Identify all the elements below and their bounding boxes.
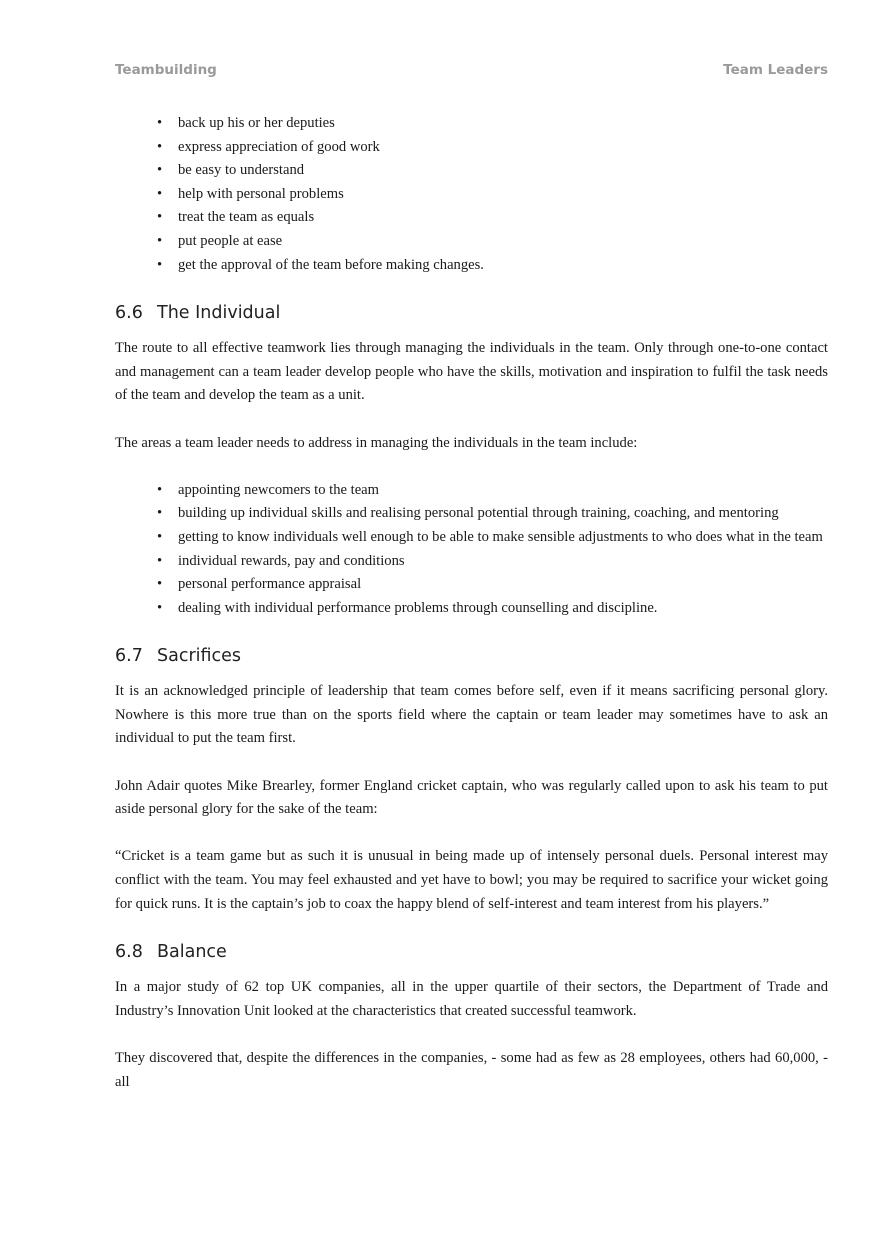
running-header-left: Teambuilding [115, 62, 217, 78]
section-title: Balance [157, 942, 227, 963]
running-header-right: Team Leaders [723, 62, 828, 78]
list-item: • treat the team as equals [178, 206, 828, 230]
list-item: • building up individual skills and realising personal potential through training, coaching, and mentoring [178, 502, 828, 526]
page-body [115, 112, 828, 1094]
individual-areas-list [115, 479, 828, 621]
list-item: • express appreciation of good work [178, 136, 828, 160]
paragraph: The areas a team leader needs to address in managing the individuals in the team include: [115, 434, 638, 451]
section-number: 6.7 [115, 646, 143, 667]
list-item: • be easy to understand [178, 159, 828, 183]
list-item: • help with personal problems [178, 183, 828, 207]
section-number: 6.6 [115, 303, 143, 324]
section-heading-6-8 [115, 940, 828, 964]
list-item: • get the approval of the team before making changes. [178, 254, 828, 278]
section-heading-6-6 [115, 301, 828, 325]
list-item: • personal performance appraisal [178, 573, 828, 597]
paragraph: The route to all effective teamwork lies through managing the individuals in the team. Only through one-to-one contact and management can a team leader develop people who have the skills, motivation and inspiration to fulfil the task needs of the team and develop the team as a unit. [115, 340, 828, 404]
list-item: • individual rewards, pay and conditions [178, 550, 828, 574]
list-item: • dealing with individual performance problems through counselling and discipline. [178, 597, 828, 621]
section-number: 6.8 [115, 942, 143, 963]
quote-paragraph: “Cricket is a team game but as such it is unusual in being made up of intensely personal duels. Personal interest may conflict with the team. You may feel exhausted and yet have to bowl; you may be required to sacrifice your wicket going for quick runs. It is the captain’s job to coax the happy blend of self-interest and team interest from his players.” [115, 848, 828, 912]
leader-qualities-list [115, 112, 828, 277]
paragraph: They discovered that, despite the differences in the companies, - some had as few as 28 employees, others had 60,000, - all [115, 1050, 828, 1090]
list-item: • getting to know individuals well enough to be able to make sensible adjustments to who does what in the team [178, 526, 828, 550]
paragraph: John Adair quotes Mike Brearley, former England cricket captain, who was regularly called upon to ask his team to put aside personal glory for the sake of the team: [115, 777, 828, 818]
list-item: • put people at ease [178, 230, 828, 254]
paragraph: It is an acknowledged principle of leadership that team comes before self, even if it means sacrificing personal glory. Nowhere is this more true than on the sports field where the captain or team leader may sometimes have to ask an individual to put the team first. [115, 683, 828, 747]
list-item: • appointing newcomers to the team [178, 479, 828, 503]
paragraph: In a major study of 62 top UK companies, all in the upper quartile of their sectors, the Department of Trade and Industry’s Innovation Unit looked at the characteristics that created successful teamwork. [115, 979, 828, 1019]
list-item: • back up his or her deputies [178, 112, 828, 136]
section-heading-6-7 [115, 644, 828, 668]
section-title: Sacrifices [157, 646, 242, 667]
section-title: The Individual [157, 303, 281, 324]
